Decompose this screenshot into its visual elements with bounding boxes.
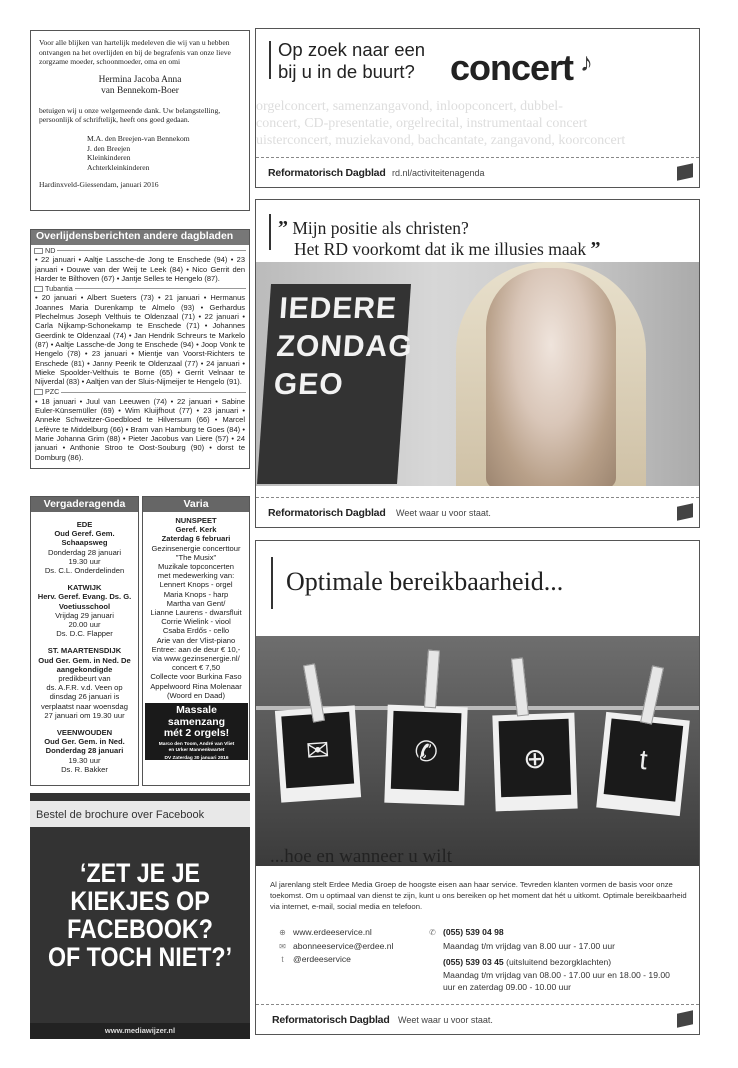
paper-label: ND (34, 246, 246, 255)
polaroid-card (384, 705, 467, 806)
rd-logo-icon (677, 503, 693, 520)
clothespin (640, 665, 664, 724)
brand-name: Reformatorisch Dagblad (268, 167, 386, 179)
tagline: Weet waar u voor staat. (396, 508, 491, 518)
woman-photo (256, 262, 700, 486)
polaroid-card (492, 713, 577, 812)
facebook-slogan: ‘ZET JE JE KIEKJES OP FACEBOOK? OF TOCH NIET?’ (47, 858, 233, 972)
close-quote: ” (590, 238, 601, 260)
concert-headline: Op zoek naar een bij u in de buurt? (278, 39, 426, 82)
square-icon (34, 248, 43, 254)
rd-logo-icon (677, 1010, 693, 1027)
envelope-icon: ✉ (281, 712, 354, 789)
zondag-sign: IEDERE ZONDAG GEO (257, 284, 411, 484)
woman-portrait (486, 268, 616, 486)
tagline: Weet waar u voor staat. (398, 1015, 493, 1025)
brochure-label: Bestel de brochure over Facebook (30, 801, 250, 827)
varia-header: Varia (143, 497, 249, 512)
varia-item: NUNSPEET Geref. Kerk Zaterdag 6 februari Gezinsenergie concerttour "The Musix" Muzikale topconcerten met medewerking van: Lennert Knops - orgel Maria Knops - harp Martha van Gent/ Lianne Laurens - dwarsfluit Corrie Wielink - viool Csaba Erdős - cello Arie van der Vlist-piano Entree: aan de deur € 10,- via www.gezinsenergie.nl/ concert € 7,50 Collecte voor Burkina Faso Appelwoord Rina Molenaar (Woord en Daad) (150, 516, 242, 700)
brand-name: Reformatorisch Dagblad (268, 507, 386, 519)
open-quote: ” (278, 217, 288, 239)
concert-ad (255, 28, 700, 188)
bereikbaarheid-ad (255, 540, 700, 1035)
music-note-icon: ♪ (580, 47, 593, 77)
polaroid-card (596, 712, 690, 816)
family-list: M.A. den Breejen-van Bennekom J. den Breejen Kleinkinderen Achterkleinkinderen (87, 133, 190, 172)
thanks-intro: Voor alle blijken van hartelijk medeleven die wij van u hebben ontvangen na het overlijden en bij de begrafenis van onze lieve zorgzame moeder, schoonmoeder, oma en omi (39, 38, 231, 67)
ad-footer (256, 1004, 699, 1034)
concert-word-cloud: orgelconcert, samenzangavond, inloopconcert, dubbel- concert, CD-presentatie, orgelrecital, instrumentaal concert uisterconcert, muziekavond, bachcantate, zangavond, koorconcert (256, 99, 626, 148)
twitter-icon: t (604, 718, 684, 801)
bereik-paragraph: Al jarenlang stelt Erdee Media Groep de hoogste eisen aan haar service. Tevreden klanten vormen de basis voor onze toekomst. Om u optimaal van dienst te zijn, kunt u ons bereiken op het moment dat hét u uitkomt. Optimale bereikbaarheid via internet, e-mail, social media en telefoon. (270, 880, 687, 911)
rd-quote-ad (255, 199, 700, 528)
ad-footer (256, 497, 699, 527)
meeting-item: ST. MAARTENSDIJK Oud Ger. Gem. in Ned. De aangekondigde predikbeurt van ds. A.F.R. v.d. Veen op dinsdag 26 januari is verplaatst naar woensdag 27 januari om 19.30 uur (38, 646, 131, 720)
paper-label: PZC (34, 387, 246, 396)
agenda-link[interactable]: rd.nl/activiteitenagenda (392, 168, 485, 178)
square-icon (34, 389, 43, 395)
meeting-agenda-header: Vergaderagenda (31, 497, 138, 512)
deceased-name: Hermina Jacoba Anna van Bennekom-Boer (98, 74, 182, 96)
thanks-notice (30, 30, 250, 211)
phone-icon: ✆ (391, 711, 462, 791)
envelope-icon: ✉ (279, 941, 286, 951)
twitter-icon: t (281, 955, 284, 964)
email-link[interactable]: abonneeservice@erdee.nl (293, 940, 394, 951)
paper-entries: • 20 januari • Albert Sueters (73) • 21 januari • Hermanus Joannes Maria Durenkamp te Almelo (93) • Gerhardus Plechelmus Joseph Velthuis te Oldenzaal (71) • 22 januari • Carla Nijkamp-Schonekamp te Enschede (71) • Johannes Geerdink te Oldenzaal (74) • Jan Hendrik Schreurs te Markelo (87) • Aaltje Lassche-de Jong te Enschede (94) • Joop Vonk te Hengelo (78) • 23 januari • Mientje van Voorst-Richters te Enschede (81) • Janny Peerik te Oldenzaal (77) • 24 januari • Mieke Spoolder-Velthuis te Borne (65) • Gerrit Velnaar te Nijverdal (83) • Aaltjen van der Sluis-Nijmeijer te Hengelo (91). (35, 293, 245, 387)
globe-icon: ⊕ (279, 928, 286, 937)
meeting-agenda (30, 496, 139, 786)
death-notices (30, 229, 250, 469)
paper-entries: • 22 januari • Aaltje Lassche-de Jong te Enschede (94) • 23 januari • Douwe van der Weij te Leek (84) • Nico Gerrit den Harder te Bilthoven (67) • Jantje Selles te Hengelo (87). (35, 255, 245, 283)
phone-number: (055) 539 04 98 (443, 927, 504, 937)
square-icon (34, 286, 43, 292)
death-notices-header: Overlijdensberichten andere dagbladen (31, 230, 249, 245)
phone-contacts: ✆ (055) 539 04 98 Maandag t/m vrijdag van 8.00 uur - 17.00 uur (055) 539 03 45 (uitsluitend bezorgklachten) Maandag t/m vrijdag van 08.00 - 17.00 uur en 18.00 - 19.00 uur en zaterdag 09.00 - 10.00 uur (429, 927, 670, 992)
polaroid-photo (256, 636, 700, 866)
website-link[interactable]: www.erdeeservice.nl (293, 927, 372, 937)
paper-entries: • 18 januari • Juul van Leeuwen (74) • 22 januari • Sabine Euler-Künsemüller (69) • Wim Kluijfhout (77) • 23 januari • Anneke Schweitzer-Goedbloed te Hilversum (66) • Marcel Lefèvre te Middelburg (66) • Bram van Hamburg te Goes (84) • Marie Johanna Grim (88) • Pieter Jacobus van Liere (57) • 24 januari • Anthonie Stroo te Oost-Souburg (90) • dorst te Domburg (86). (35, 396, 245, 462)
rd-logo-icon (677, 163, 693, 180)
bereik-subtitle: ...hoe en wanneer u wilt (270, 846, 453, 867)
phone-number: (055) 539 03 45 (443, 957, 504, 967)
place-date: Hardinxveld-Giessendam, januari 2016 (39, 180, 159, 190)
quote-text: ” Mijn positie als christen? Het RD voorkomt dat ik me illusies maak ” (278, 217, 601, 260)
meeting-item: KATWIJK Herv. Geref. Evang. Ds. G. Voetiusschool Vrijdag 29 januari 20.00 uur Ds. D.C. Flapper (37, 583, 132, 639)
paper-label: Tubantia (34, 284, 246, 293)
facebook-brochure-ad[interactable] (30, 793, 250, 1039)
mediawijzer-link[interactable]: www.mediawijzer.nl (30, 1023, 250, 1039)
thanks-text: betuigen wij u onze welgemeende dank. Uw belangstelling, persoonlijk of schriftelijk, heeft ons goed gedaan. (39, 105, 221, 125)
meeting-item: EDE Oud Geref. Gem. Schaapsweg Donderdag 28 januari 19.30 uur Ds. C.L. Onderdelinden (44, 520, 125, 576)
bereik-title: Optimale bereikbaarheid... (286, 567, 564, 596)
meeting-item: VEENWOUDEN Oud Ger. Gem. in Ned. Donderdag 28 januari 19.30 uur Ds. R. Bakker (44, 728, 125, 774)
twitter-link[interactable]: @erdeeservice (293, 954, 351, 964)
concert-word: concert (450, 47, 574, 88)
ad-footer (256, 157, 699, 187)
online-contacts (278, 926, 393, 967)
samenzang-ad: Massale samenzang mét 2 orgels! Marco den Toom, André van Vliet en Urker Mannenkwartet DV Zaterdag 30 januari 2016 Oude Kerk Putten (19.30u) (145, 703, 248, 760)
clothespin (424, 650, 440, 709)
brand-name: Reformatorisch Dagblad (272, 1014, 390, 1026)
globe-icon: ⊕ (499, 719, 572, 797)
phone-icon: ✆ (429, 928, 436, 937)
